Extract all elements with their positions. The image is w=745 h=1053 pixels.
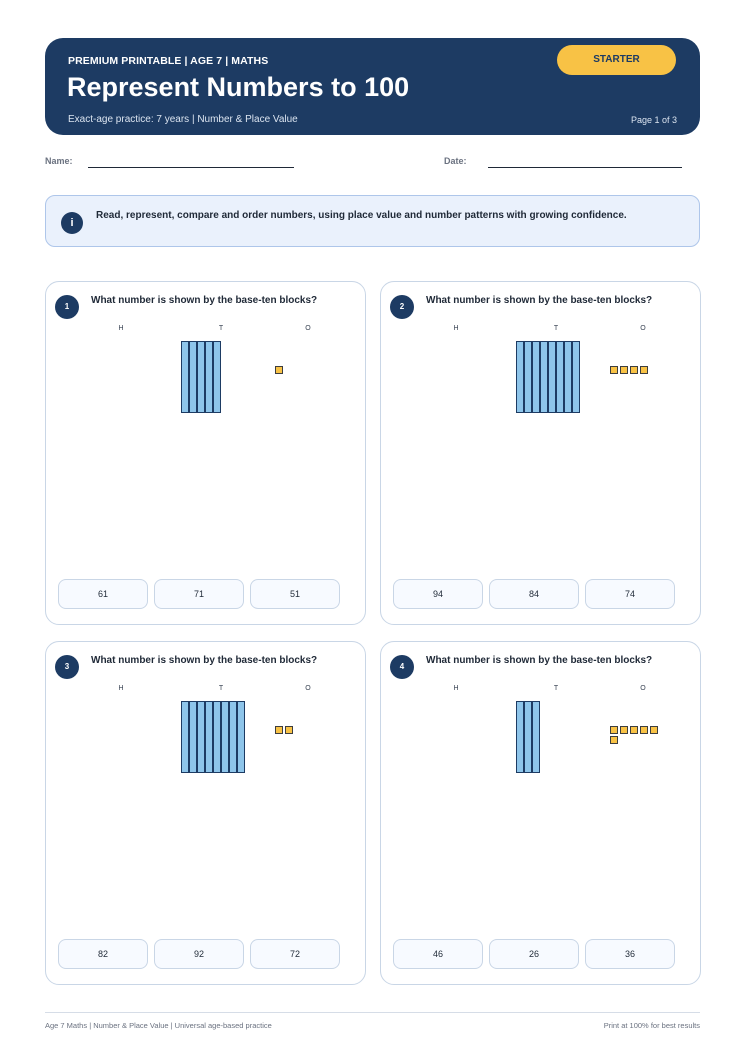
one-cube xyxy=(620,366,628,374)
ten-rod xyxy=(189,701,197,773)
question-number: 4 xyxy=(390,655,414,679)
ten-rod xyxy=(548,341,556,413)
question-prompt: What number is shown by the base-ten blocks? xyxy=(426,655,653,666)
page-indicator: Page 1 of 3 xyxy=(630,115,677,125)
ten-rod xyxy=(205,701,213,773)
question-number: 3 xyxy=(55,655,79,679)
one-cube xyxy=(610,726,618,734)
column-header-h: H xyxy=(453,325,459,332)
question-card xyxy=(45,281,366,625)
ten-rod xyxy=(221,701,229,773)
answer-option[interactable]: 51 xyxy=(250,579,340,609)
answer-option[interactable]: 71 xyxy=(154,579,244,609)
column-header-t: T xyxy=(218,325,224,332)
ten-rod xyxy=(564,341,572,413)
ten-rod xyxy=(532,341,540,413)
one-cube xyxy=(650,726,658,734)
column-header-o: O xyxy=(305,325,311,332)
ten-rod xyxy=(532,701,540,773)
one-cube xyxy=(640,726,648,734)
date-label: Date: xyxy=(444,156,467,166)
one-cube xyxy=(275,366,283,374)
ten-rod xyxy=(237,701,245,773)
column-header-t: T xyxy=(218,685,224,692)
footer-divider xyxy=(45,1012,700,1013)
worksheet-header xyxy=(45,38,700,135)
question-card xyxy=(380,641,701,985)
column-header-o: O xyxy=(305,685,311,692)
tens-rods xyxy=(516,701,540,773)
ten-rod xyxy=(181,341,189,413)
column-header-t: T xyxy=(553,325,559,332)
column-header-o: O xyxy=(640,685,646,692)
page-title: Represent Numbers to 100 xyxy=(67,72,410,102)
ten-rod xyxy=(213,701,221,773)
ones-cubes xyxy=(275,366,327,374)
one-cube xyxy=(620,726,628,734)
answer-option[interactable]: 94 xyxy=(393,579,483,609)
one-cube xyxy=(275,726,283,734)
one-cube xyxy=(640,366,648,374)
footer-left: Age 7 Maths | Number & Place Value | Universal age-based practice xyxy=(45,1021,272,1030)
footer-right: Print at 100% for best results xyxy=(603,1021,700,1030)
ten-rod xyxy=(181,701,189,773)
info-icon: i xyxy=(61,212,83,234)
instructions-text: Read, represent, compare and order numbers, using place value and number patterns with growing confidence. xyxy=(96,210,627,221)
ten-rod xyxy=(213,341,221,413)
ones-cubes xyxy=(275,726,327,734)
answer-option[interactable]: 72 xyxy=(250,939,340,969)
answer-option[interactable]: 74 xyxy=(585,579,675,609)
column-header-h: H xyxy=(118,685,124,692)
instructions-panel xyxy=(45,195,700,247)
question-card xyxy=(45,641,366,985)
one-cube xyxy=(630,366,638,374)
tens-rods xyxy=(181,701,245,773)
ten-rod xyxy=(516,341,524,413)
one-cube xyxy=(630,726,638,734)
question-prompt: What number is shown by the base-ten blocks? xyxy=(91,295,318,306)
one-cube xyxy=(285,726,293,734)
name-field[interactable] xyxy=(88,167,294,168)
ones-cubes xyxy=(610,726,662,744)
question-card xyxy=(380,281,701,625)
tens-rods xyxy=(516,341,580,413)
column-header-o: O xyxy=(640,325,646,332)
answer-option[interactable]: 36 xyxy=(585,939,675,969)
date-field[interactable] xyxy=(488,167,682,168)
answer-option[interactable]: 82 xyxy=(58,939,148,969)
ten-rod xyxy=(189,341,197,413)
level-badge: STARTER xyxy=(557,45,676,75)
ten-rod xyxy=(229,701,237,773)
one-cube xyxy=(610,736,618,744)
ten-rod xyxy=(197,341,205,413)
ten-rod xyxy=(524,701,532,773)
question-prompt: What number is shown by the base-ten blocks? xyxy=(426,295,653,306)
answer-option[interactable]: 61 xyxy=(58,579,148,609)
ones-cubes xyxy=(610,366,662,374)
ten-rod xyxy=(556,341,564,413)
header-subtitle: Exact-age practice: 7 years | Number & Place Value xyxy=(68,114,298,125)
answer-option[interactable]: 26 xyxy=(489,939,579,969)
ten-rod xyxy=(205,341,213,413)
tens-rods xyxy=(181,341,221,413)
ten-rod xyxy=(572,341,580,413)
one-cube xyxy=(610,366,618,374)
column-header-h: H xyxy=(453,685,459,692)
column-header-h: H xyxy=(118,325,124,332)
question-prompt: What number is shown by the base-ten blocks? xyxy=(91,655,318,666)
answer-option[interactable]: 84 xyxy=(489,579,579,609)
question-number: 2 xyxy=(390,295,414,319)
name-label: Name: xyxy=(45,156,73,166)
header-kicker: PREMIUM PRINTABLE | AGE 7 | MATHS xyxy=(68,55,269,67)
ten-rod xyxy=(197,701,205,773)
answer-option[interactable]: 46 xyxy=(393,939,483,969)
question-number: 1 xyxy=(55,295,79,319)
answer-option[interactable]: 92 xyxy=(154,939,244,969)
ten-rod xyxy=(524,341,532,413)
ten-rod xyxy=(516,701,524,773)
ten-rod xyxy=(540,341,548,413)
column-header-t: T xyxy=(553,685,559,692)
